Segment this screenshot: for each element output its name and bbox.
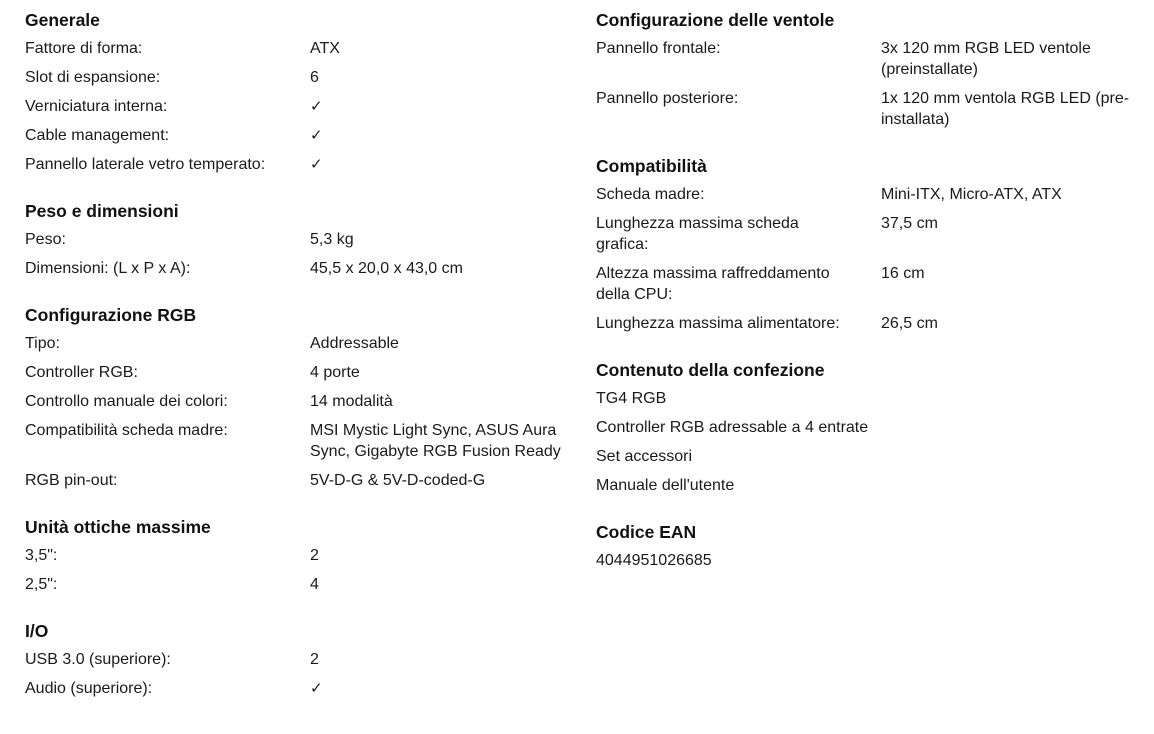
spec-row [25, 67, 570, 88]
spec-label: Scheda madre: [596, 186, 705, 203]
spec-label: 2,5": [25, 576, 58, 593]
list-item: Set accessori [596, 448, 693, 465]
spec-value: 2 [310, 547, 319, 564]
spec-label: Controllo manuale dei colori: [25, 393, 228, 410]
spec-row [25, 154, 570, 175]
spec-label: RGB pin-out: [25, 472, 118, 489]
spec-label: Altezza massima raffreddamento della CPU: [596, 265, 830, 303]
spec-row [25, 38, 570, 59]
spec-value: 6 [310, 69, 319, 86]
spec-label: Compatibilità scheda madre: [25, 422, 228, 439]
section-title: Peso e dimensioni [25, 201, 179, 221]
spec-row [25, 229, 570, 250]
section-configurazione-rgb [25, 303, 570, 491]
section-title: Configurazione delle ventole [596, 10, 835, 30]
spec-label: Cable management: [25, 127, 170, 144]
section-compatibilita [596, 154, 1141, 334]
spec-value: 1x 120 mm ventola RGB LED (pre-installata) [881, 90, 1130, 128]
ean-value: 4044951026685 [596, 552, 712, 569]
spec-value: 16 cm [881, 265, 925, 282]
spec-label: Tipo: [25, 335, 60, 352]
spec-label: Verniciatura interna: [25, 98, 168, 115]
spec-row [596, 88, 1141, 130]
section-io [25, 619, 570, 699]
section-peso-dimensioni [25, 199, 570, 279]
section-title: Contenuto della confezione [596, 360, 825, 380]
spec-row [596, 38, 1141, 80]
spec-value: 14 modalità [310, 393, 393, 410]
spec-row [596, 213, 1141, 255]
spec-label: Controller RGB: [25, 364, 138, 381]
section-contenuto [596, 358, 1141, 496]
section-ventole [596, 8, 1141, 130]
spec-row [25, 420, 570, 462]
left-column [25, 8, 570, 723]
spec-row [596, 313, 1141, 334]
spec-value: 4 [310, 576, 319, 593]
spec-value: 4 porte [310, 364, 360, 381]
checkmark-icon: ✓ [310, 98, 323, 115]
section-title: I/O [25, 621, 49, 641]
checkmark-icon: ✓ [310, 156, 323, 173]
list-item: Manuale dell'utente [596, 477, 735, 494]
spec-value: MSI Mystic Light Sync, ASUS Aura Sync, Gigabyte RGB Fusion Ready [310, 422, 561, 460]
spec-row [596, 184, 1141, 205]
section-title: Configurazione RGB [25, 305, 197, 325]
spec-row [25, 96, 570, 117]
spec-label: Lunghezza massima alimentatore: [596, 315, 840, 332]
spec-row [25, 545, 570, 566]
right-column [596, 8, 1141, 595]
spec-label: USB 3.0 (superiore): [25, 651, 171, 668]
checkmark-icon: ✓ [310, 127, 323, 144]
spec-label: Fattore di forma: [25, 40, 143, 57]
spec-row [25, 391, 570, 412]
spec-row [25, 125, 570, 146]
section-title: Compatibilità [596, 156, 707, 176]
spec-value: Mini-ITX, Micro-ATX, ATX [881, 186, 1062, 203]
section-generale [25, 8, 570, 175]
spec-label: 3,5": [25, 547, 58, 564]
spec-row [25, 574, 570, 595]
spec-value: 45,5 x 20,0 x 43,0 cm [310, 260, 463, 277]
spec-row [25, 470, 570, 491]
section-unita-ottiche [25, 515, 570, 595]
spec-value: 3x 120 mm RGB LED ventole (preinstallate) [881, 40, 1091, 78]
spec-label: Lunghezza massima scheda grafica: [596, 215, 799, 253]
checkmark-icon: ✓ [310, 680, 323, 697]
list-item: Controller RGB adressable a 4 entrate [596, 419, 869, 436]
spec-label: Pannello laterale vetro temperato: [25, 156, 266, 173]
spec-row [25, 258, 570, 279]
spec-label: Pannello posteriore: [596, 90, 739, 107]
spec-value: 26,5 cm [881, 315, 938, 332]
section-title: Codice EAN [596, 522, 697, 542]
section-title: Unità ottiche massime [25, 517, 211, 537]
spec-value: 37,5 cm [881, 215, 938, 232]
spec-value: 2 [310, 651, 319, 668]
spec-row [25, 649, 570, 670]
spec-label: Audio (superiore): [25, 680, 153, 697]
spec-value: 5V-D-G & 5V-D-coded-G [310, 472, 486, 489]
spec-row [25, 678, 570, 699]
spec-label: Pannello frontale: [596, 40, 721, 57]
spec-value: Addressable [310, 335, 399, 352]
spec-value: 5,3 kg [310, 231, 354, 248]
spec-row [25, 333, 570, 354]
section-title: Generale [25, 10, 100, 30]
spec-label: Dimensioni: (L x P x A): [25, 260, 191, 277]
list-item: TG4 RGB [596, 390, 667, 407]
spec-label: Peso: [25, 231, 66, 248]
spec-value: ATX [310, 40, 340, 57]
spec-row [596, 263, 1141, 305]
spec-label: Slot di espansione: [25, 69, 161, 86]
spec-row [25, 362, 570, 383]
section-codice-ean [596, 520, 1141, 571]
